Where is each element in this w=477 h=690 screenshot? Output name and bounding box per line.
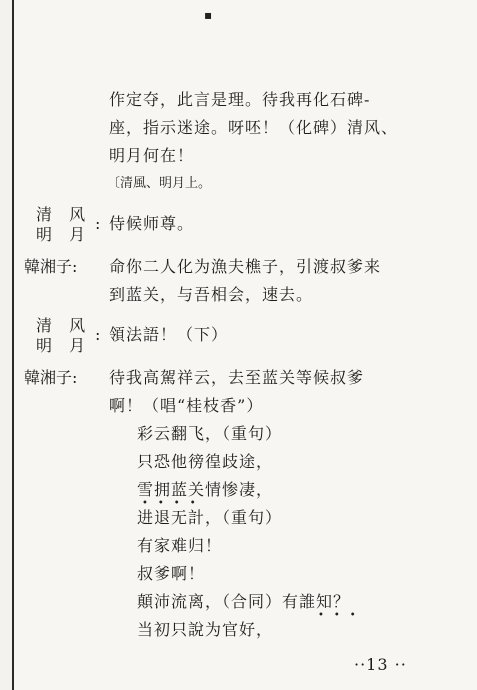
song-line: 有家难归！ — [137, 536, 223, 555]
dialogue-line: 侍候师尊。 — [109, 214, 195, 233]
page-number: ··13 ·· — [354, 655, 407, 674]
speaker-name: 韓湘子: — [24, 257, 78, 276]
speaker-name: 清 风 — [36, 205, 92, 224]
speaker-pair — [36, 205, 91, 245]
song-line: 当初只說为官好， — [137, 620, 274, 639]
speaker-name: 清 风 — [36, 316, 92, 335]
book-page — [12, 0, 477, 690]
dialogue-line: 待我高駕祥云，去至蓝关等候叔爹 — [109, 368, 365, 387]
dialogue-line: 到蓝关，与吾相会，速去。 — [109, 285, 314, 304]
song-line: 只恐他徬徨歧途， — [137, 452, 274, 471]
speaker-colon: : — [95, 214, 101, 233]
song-line: 雪拥蓝关情惨凄， — [137, 480, 274, 499]
text-line: 作定夺，此言是理。待我再化石碑- — [109, 90, 371, 109]
print-mark: ▪ — [204, 8, 213, 22]
stage-direction: 〔清風、明月上。 — [107, 176, 212, 191]
speaker-colon: : — [95, 325, 101, 344]
dialogue-line: 領法語！（下） — [109, 325, 229, 344]
song-line: 叔爹啊！ — [137, 564, 206, 583]
song-line: 彩云翻飞，（重句） — [137, 424, 283, 443]
dialogue-line: 啊！（唱“桂枝香”） — [109, 396, 264, 415]
emphasis-dots: ••• — [318, 610, 366, 621]
song-line: 进退无計，（重句） — [137, 508, 283, 527]
dialogue-line: 命你二人化为漁夫樵子，引渡叔爹来 — [109, 257, 382, 276]
text-line: 明月何在！ — [109, 146, 195, 165]
speaker-pair — [36, 316, 91, 356]
emphasis-dots: •••• — [142, 498, 206, 509]
speaker-name: 明 月 — [36, 225, 92, 244]
song-line: 顛沛流离，（合同）有誰知？ — [137, 592, 351, 611]
speaker-name: 韓湘子: — [24, 368, 78, 387]
speaker-name: 明 月 — [36, 336, 92, 355]
text-line: 座，指示迷途。呀呸！（化碑）清风、 — [109, 118, 399, 137]
